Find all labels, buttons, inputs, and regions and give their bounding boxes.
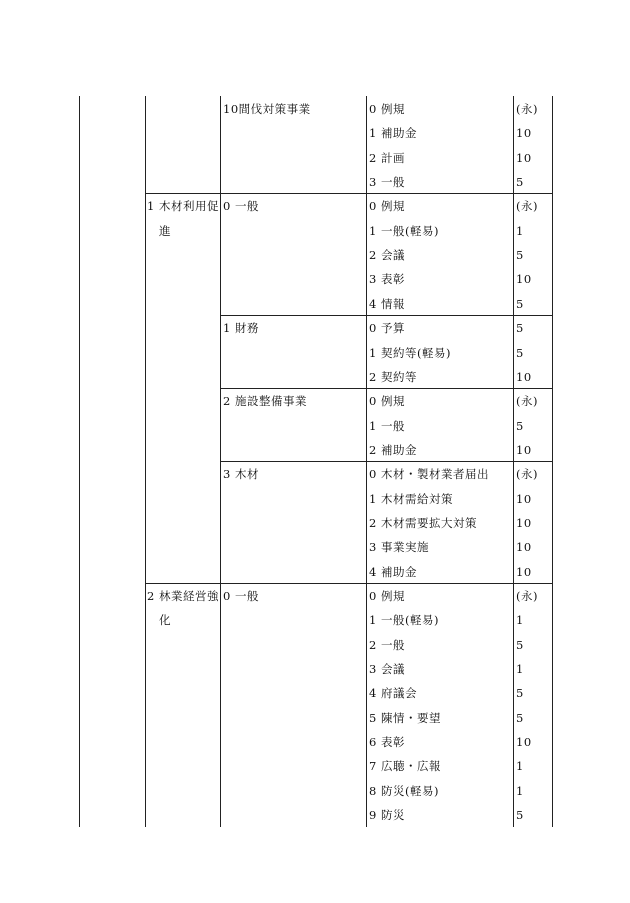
item-name: 1 一般 <box>369 419 405 433</box>
item-name: 6 表彰 <box>369 735 405 749</box>
retention-period: 5 <box>516 686 524 700</box>
item-name: 1 木材需給対策 <box>369 492 453 506</box>
section-divider <box>145 193 552 194</box>
item-name: 0 例規 <box>369 102 405 116</box>
retention-period: 5 <box>516 248 524 262</box>
item-name: 4 補助金 <box>369 565 417 579</box>
item-name: 1 一般(軽易) <box>369 613 439 627</box>
middle-category-label: 2 施設整備事業 <box>223 394 307 408</box>
retention-period: 10 <box>516 443 532 457</box>
retention-period: 5 <box>516 808 524 822</box>
column-rule <box>145 96 146 827</box>
retention-period: 1 <box>516 784 524 798</box>
item-name: 7 広聴・広報 <box>369 759 441 773</box>
retention-period: 1 <box>516 613 524 627</box>
item-name: 0 例規 <box>369 199 405 213</box>
middle-category-label: 3 木材 <box>223 467 259 481</box>
item-name: 0 例規 <box>369 589 405 603</box>
item-name: 2 補助金 <box>369 443 417 457</box>
item-name: 5 陳情・要望 <box>369 711 441 725</box>
item-name: 2 一般 <box>369 638 405 652</box>
item-name: 2 木材需要拡大対策 <box>369 516 477 530</box>
retention-period: (永) <box>516 589 538 603</box>
item-name: 4 情報 <box>369 297 405 311</box>
section-divider <box>145 583 552 584</box>
retention-period: 5 <box>516 175 524 189</box>
item-name: 2 契約等 <box>369 370 417 384</box>
item-name: 0 例規 <box>369 394 405 408</box>
middle-category-label: 1 財務 <box>223 321 259 335</box>
item-name: 3 事業実施 <box>369 540 429 554</box>
item-name: 2 計画 <box>369 151 405 165</box>
group-divider <box>220 315 552 316</box>
retention-period: 10 <box>516 151 532 165</box>
retention-period: 1 <box>516 662 524 676</box>
item-name: 0 予算 <box>369 321 405 335</box>
retention-period: 10 <box>516 126 532 140</box>
retention-period: 5 <box>516 419 524 433</box>
retention-period: 10 <box>516 735 532 749</box>
retention-period: (永) <box>516 394 538 408</box>
item-name: 1 一般(軽易) <box>369 224 439 238</box>
item-name: 2 会議 <box>369 248 405 262</box>
retention-period: 10 <box>516 492 532 506</box>
retention-period: 1 <box>516 759 524 773</box>
retention-period: (永) <box>516 467 538 481</box>
middle-category-label: 10間伐対策事業 <box>223 102 311 116</box>
item-name: 3 会議 <box>369 662 405 676</box>
retention-period: 10 <box>516 565 532 579</box>
group-divider <box>220 388 552 389</box>
retention-period: (永) <box>516 199 538 213</box>
major-category-label: 進 <box>159 224 171 238</box>
left-border-line <box>79 96 80 827</box>
retention-period: 10 <box>516 516 532 530</box>
major-category-label: 化 <box>159 613 171 627</box>
retention-period: (永) <box>516 102 538 116</box>
right-border-line <box>552 96 553 827</box>
major-category-label: 2 林業経営強 <box>147 589 219 603</box>
item-name: 1 補助金 <box>369 126 417 140</box>
retention-period: 10 <box>516 540 532 554</box>
item-name: 1 契約等(軽易) <box>369 346 451 360</box>
item-name: 4 府議会 <box>369 686 417 700</box>
retention-period: 10 <box>516 370 532 384</box>
item-name: 0 木材・製材業者届出 <box>369 467 489 481</box>
retention-period: 5 <box>516 346 524 360</box>
item-name: 8 防災(軽易) <box>369 784 439 798</box>
retention-period: 10 <box>516 272 532 286</box>
retention-period: 5 <box>516 638 524 652</box>
middle-category-label: 0 一般 <box>223 589 259 603</box>
retention-period: 5 <box>516 321 524 335</box>
retention-period: 5 <box>516 297 524 311</box>
retention-period: 1 <box>516 224 524 238</box>
retention-period: 5 <box>516 711 524 725</box>
item-name: 3 表彰 <box>369 272 405 286</box>
middle-category-label: 0 一般 <box>223 199 259 213</box>
major-category-label: 1 木材利用促 <box>147 199 219 213</box>
group-divider <box>220 461 552 462</box>
item-name: 3 一般 <box>369 175 405 189</box>
item-name: 9 防災 <box>369 808 405 822</box>
